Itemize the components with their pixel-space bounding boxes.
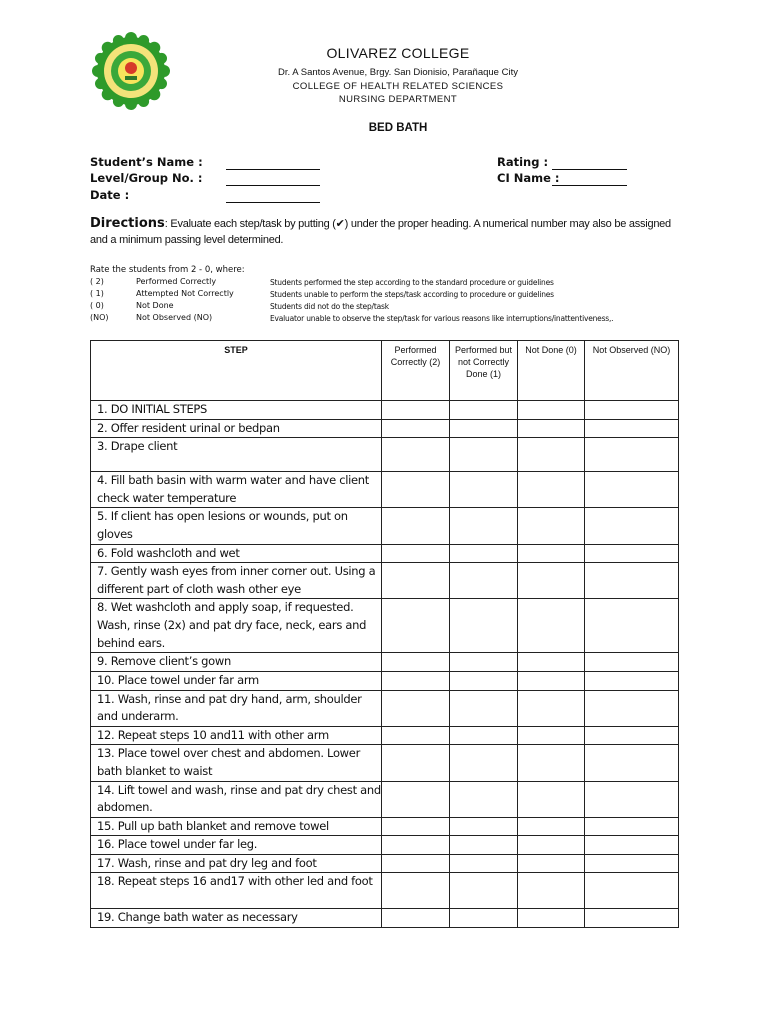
- date-field[interactable]: [226, 190, 320, 203]
- performed-correctly-cell[interactable]: [382, 508, 450, 544]
- legend-label: Attempted Not Correctly: [136, 289, 234, 298]
- performed-correctly-cell[interactable]: [382, 544, 450, 563]
- performed-correctly-cell[interactable]: [382, 438, 450, 472]
- not-done-cell[interactable]: [518, 508, 585, 544]
- not-observed-cell[interactable]: [585, 836, 679, 855]
- table-row: [91, 690, 679, 726]
- not-observed-cell[interactable]: [585, 690, 679, 726]
- table-row: [91, 563, 679, 599]
- step-cell: 5. If client has open lesions or wounds, put on gloves: [91, 508, 382, 544]
- not-done-cell[interactable]: [518, 438, 585, 472]
- step-cell: 15. Pull up bath blanket and remove towel: [91, 817, 382, 836]
- not-observed-cell[interactable]: [585, 671, 679, 690]
- table-row: [91, 671, 679, 690]
- not-done-cell[interactable]: [518, 781, 585, 817]
- performed-correctly-cell[interactable]: [382, 653, 450, 672]
- not-observed-cell[interactable]: [585, 563, 679, 599]
- table-row: [91, 401, 679, 420]
- table-row: [91, 508, 679, 544]
- not-observed-cell[interactable]: [585, 438, 679, 472]
- table-row: [91, 599, 679, 653]
- legend-label: Not Observed (NO): [136, 313, 213, 322]
- performed-not-correctly-cell[interactable]: [450, 909, 518, 928]
- table-row: [91, 854, 679, 873]
- legend-code: (NO): [90, 313, 109, 322]
- not-done-cell[interactable]: [518, 472, 585, 508]
- table-row: [91, 419, 679, 438]
- directions: [90, 216, 690, 248]
- not-observed-cell[interactable]: [585, 781, 679, 817]
- performed-correctly-cell[interactable]: [382, 671, 450, 690]
- performed-not-correctly-cell[interactable]: [450, 854, 518, 873]
- directions-label: Directions: [90, 216, 165, 231]
- not-done-cell[interactable]: [518, 854, 585, 873]
- table-row: [91, 726, 679, 745]
- rating-label: Rating :: [497, 155, 549, 169]
- performed-correctly-cell[interactable]: [382, 781, 450, 817]
- step-cell: 18. Repeat steps 16 and17 with other led and foot: [91, 873, 382, 909]
- not-observed-cell[interactable]: [585, 508, 679, 544]
- step-cell: 10. Place towel under far arm: [91, 671, 382, 690]
- date-label: Date :: [90, 188, 130, 202]
- college-name: OLIVAREZ COLLEGE: [326, 45, 470, 61]
- performed-not-correctly-cell[interactable]: [450, 438, 518, 472]
- performed-not-correctly-cell[interactable]: [450, 653, 518, 672]
- performed-correctly-cell[interactable]: [382, 401, 450, 420]
- performed-not-correctly-cell[interactable]: [450, 781, 518, 817]
- legend-description: Evaluator unable to observe the step/task for various reasons like interruptions/inattentiveness,.: [270, 314, 614, 323]
- step-cell: 19. Change bath water as necessary: [91, 909, 382, 928]
- header-performed-correctly: Performed Correctly (2): [382, 341, 450, 401]
- performed-not-correctly-cell[interactable]: [450, 745, 518, 781]
- level-group-label: Level/Group No. :: [90, 171, 203, 185]
- step-cell: 7. Gently wash eyes from inner corner out. Using a different part of cloth wash other eye: [91, 563, 382, 599]
- performed-correctly-cell[interactable]: [382, 817, 450, 836]
- table-row: [91, 472, 679, 508]
- performed-not-correctly-cell[interactable]: [450, 401, 518, 420]
- performed-not-correctly-cell[interactable]: [450, 817, 518, 836]
- not-done-cell[interactable]: [518, 401, 585, 420]
- not-observed-cell[interactable]: [585, 401, 679, 420]
- legend-label: Performed Correctly: [136, 277, 217, 286]
- performed-correctly-cell[interactable]: [382, 854, 450, 873]
- not-done-cell[interactable]: [518, 726, 585, 745]
- student-name-field[interactable]: [226, 157, 320, 170]
- performed-correctly-cell[interactable]: [382, 726, 450, 745]
- legend-code: ( 2): [90, 277, 104, 286]
- table-row: [91, 745, 679, 781]
- rating-legend-intro: Rate the students from 2 - 0, where:: [90, 265, 245, 275]
- form-title: BED BATH: [368, 122, 428, 134]
- ci-name-label: CI Name :: [497, 171, 560, 185]
- legend-description: Students did not do the step/task: [270, 302, 389, 311]
- not-done-cell[interactable]: [518, 690, 585, 726]
- not-done-cell[interactable]: [518, 909, 585, 928]
- step-cell: 3. Drape client: [91, 438, 382, 472]
- performed-not-correctly-cell[interactable]: [450, 472, 518, 508]
- rating-field[interactable]: [552, 157, 627, 170]
- performed-correctly-cell[interactable]: [382, 419, 450, 438]
- step-cell: 14. Lift towel and wash, rinse and pat dry chest and abdomen.: [91, 781, 382, 817]
- not-observed-cell[interactable]: [585, 873, 679, 909]
- performed-correctly-cell[interactable]: [382, 472, 450, 508]
- performed-correctly-cell[interactable]: [382, 873, 450, 909]
- performed-not-correctly-cell[interactable]: [450, 544, 518, 563]
- not-done-cell[interactable]: [518, 671, 585, 690]
- step-cell: 9. Remove client’s gown: [91, 653, 382, 672]
- legend-description: Students unable to perform the steps/task according to procedure or guidelines: [270, 290, 554, 299]
- not-observed-cell[interactable]: [585, 909, 679, 928]
- legend-code: ( 1): [90, 289, 104, 298]
- step-cell: 1. DO INITIAL STEPS: [91, 401, 382, 420]
- college-division: COLLEGE OF HEALTH RELATED SCIENCES: [292, 81, 504, 92]
- not-done-cell[interactable]: [518, 873, 585, 909]
- performed-not-correctly-cell[interactable]: [450, 599, 518, 653]
- ci-name-field[interactable]: [552, 173, 627, 186]
- table-row: [91, 653, 679, 672]
- performed-correctly-cell[interactable]: [382, 599, 450, 653]
- not-observed-cell[interactable]: [585, 726, 679, 745]
- performed-not-correctly-cell[interactable]: [450, 873, 518, 909]
- not-observed-cell[interactable]: [585, 745, 679, 781]
- not-observed-cell[interactable]: [585, 817, 679, 836]
- level-group-field[interactable]: [226, 173, 320, 186]
- performed-not-correctly-cell[interactable]: [450, 508, 518, 544]
- not-done-cell[interactable]: [518, 544, 585, 563]
- college-address: Dr. A Santos Avenue, Brgy. San Dionisio, Parañaque City: [278, 67, 518, 78]
- table-row: [91, 909, 679, 928]
- not-observed-cell[interactable]: [585, 599, 679, 653]
- not-observed-cell[interactable]: [585, 653, 679, 672]
- header-not-done: Not Done (0): [518, 341, 585, 401]
- performed-not-correctly-cell[interactable]: [450, 726, 518, 745]
- step-cell: 11. Wash, rinse and pat dry hand, arm, shoulder and underarm.: [91, 690, 382, 726]
- table-row: [91, 781, 679, 817]
- not-done-cell[interactable]: [518, 563, 585, 599]
- performed-not-correctly-cell[interactable]: [450, 563, 518, 599]
- not-observed-cell[interactable]: [585, 472, 679, 508]
- header-performed-not-correctly: Performed but not Correctly Done (1): [450, 341, 518, 401]
- not-done-cell[interactable]: [518, 745, 585, 781]
- performed-not-correctly-cell[interactable]: [450, 836, 518, 855]
- performed-not-correctly-cell[interactable]: [450, 690, 518, 726]
- step-cell: 13. Place towel over chest and abdomen. Lower bath blanket to waist: [91, 745, 382, 781]
- header-not-observed: Not Observed (NO): [585, 341, 679, 401]
- not-observed-cell[interactable]: [585, 419, 679, 438]
- not-done-cell[interactable]: [518, 817, 585, 836]
- step-cell: 2. Offer resident urinal or bedpan: [91, 419, 382, 438]
- step-cell: 17. Wash, rinse and pat dry leg and foot: [91, 854, 382, 873]
- table-row: [91, 544, 679, 563]
- not-done-cell[interactable]: [518, 599, 585, 653]
- department-name: NURSING DEPARTMENT: [338, 94, 458, 105]
- table-row: [91, 438, 679, 472]
- not-observed-cell[interactable]: [585, 544, 679, 563]
- not-done-cell[interactable]: [518, 653, 585, 672]
- student-name-label: Student’s Name :: [90, 155, 203, 169]
- not-done-cell[interactable]: [518, 836, 585, 855]
- performed-correctly-cell[interactable]: [382, 563, 450, 599]
- performed-correctly-cell[interactable]: [382, 690, 450, 726]
- not-observed-cell[interactable]: [585, 854, 679, 873]
- legend-label: Not Done: [136, 301, 174, 310]
- legend-code: ( 0): [90, 301, 104, 310]
- legend-description: Students performed the step according to the standard procedure or guidelines: [270, 278, 554, 287]
- table-row: [91, 873, 679, 909]
- directions-text: : Evaluate each step/task by putting (✔) under the proper heading. A numerical number may also be assigned and a minimum passing level determined.: [90, 218, 671, 246]
- evaluation-table: [90, 340, 679, 928]
- step-cell: 16. Place towel under far leg.: [91, 836, 382, 855]
- not-done-cell[interactable]: [518, 419, 585, 438]
- performed-correctly-cell[interactable]: [382, 745, 450, 781]
- table-row: [91, 817, 679, 836]
- performed-correctly-cell[interactable]: [382, 909, 450, 928]
- step-cell: 8. Wet washcloth and apply soap, if requested. Wash, rinse (2x) and pat dry face, neck, ears and behind ears.: [91, 599, 382, 653]
- performed-not-correctly-cell[interactable]: [450, 419, 518, 438]
- step-cell: 6. Fold washcloth and wet: [91, 544, 382, 563]
- performed-correctly-cell[interactable]: [382, 836, 450, 855]
- performed-not-correctly-cell[interactable]: [450, 671, 518, 690]
- step-cell: 12. Repeat steps 10 and11 with other arm: [91, 726, 382, 745]
- table-header-row: [91, 341, 679, 401]
- step-cell: 4. Fill bath basin with warm water and have client check water temperature: [91, 472, 382, 508]
- header-step: STEP: [91, 341, 382, 401]
- table-row: [91, 836, 679, 855]
